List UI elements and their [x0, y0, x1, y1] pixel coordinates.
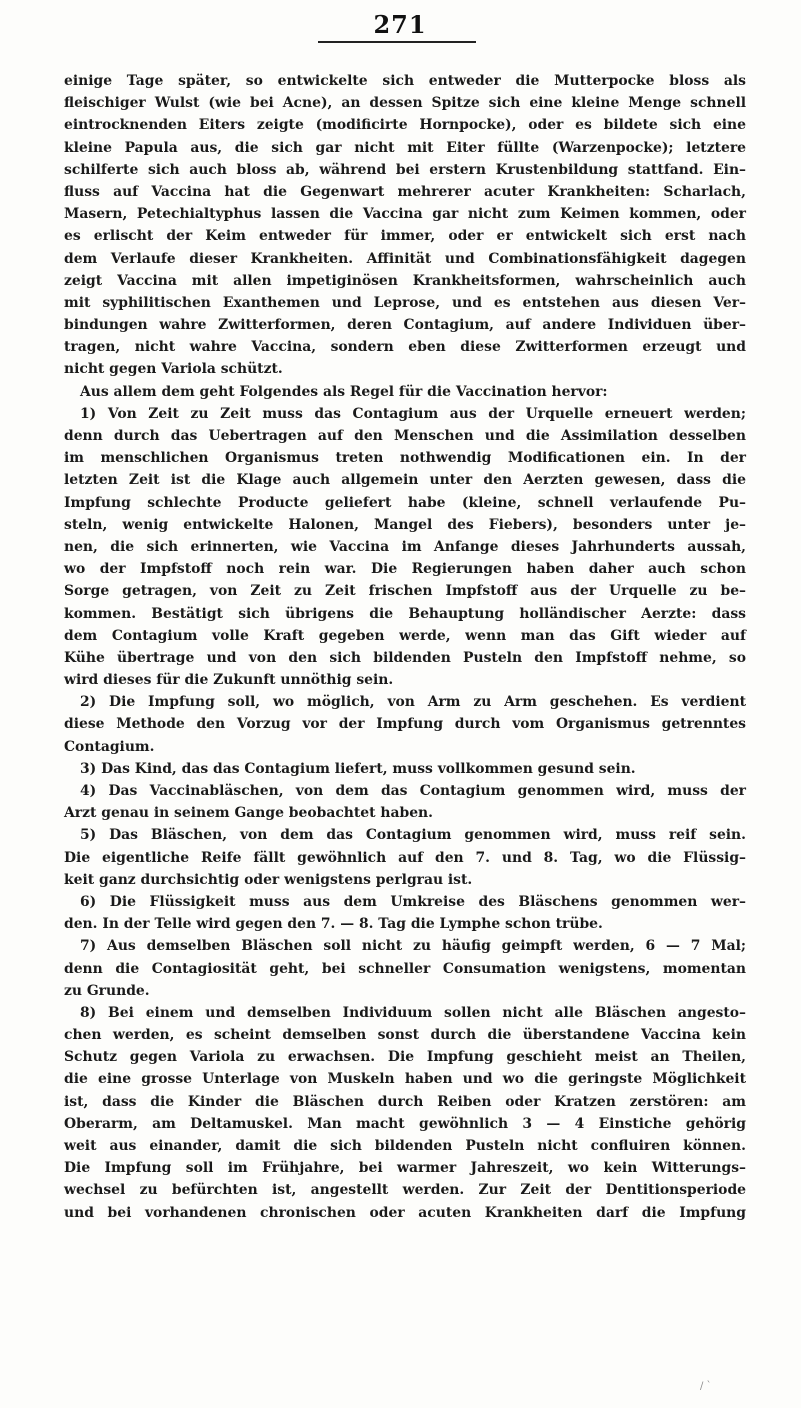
scan-mark: / ˋ: [700, 1381, 712, 1392]
text-line: den. In der Telle wird gegen den 7. — 8. Tag die Lymphe schon trübe.: [64, 916, 603, 933]
text-line: 8) Bei einem und demselben Individuum sollen nicht alle Bläschen angesto–: [80, 1004, 746, 1021]
text-line: 6) Die Flüssigkeit muss aus dem Umkreise des Bläschens genommen wer–: [80, 893, 746, 910]
text-line: 2) Die Impfung soll, wo möglich, von Arm zu Arm geschehen. Es verdient: [80, 694, 746, 711]
text-line: chen werden, es scheint demselben sonst durch die überstandene Vaccina kein: [64, 1027, 746, 1044]
text-line: 5) Das Bläschen, von dem das Contagium genommen wird, muss reif sein.: [80, 827, 746, 844]
text-line: und bei vorhandenen chronischen oder acuten Krankheiten darf die Impfung: [64, 1204, 746, 1221]
text-line: 1) Von Zeit zu Zeit muss das Contagium aus der Urquelle erneuert werden;: [80, 405, 746, 422]
text-line: dem Verlaufe dieser Krankheiten. Affinität und Combinationsfähigkeit dagegen: [64, 250, 746, 267]
text-line: denn durch das Uebertragen auf den Menschen und die Assimilation desselben: [64, 428, 746, 444]
text-line: 3) Das Kind, das das Contagium liefert, muss vollkommen gesund sein.: [80, 760, 636, 777]
text-line: 7) Aus demselben Bläschen soll nicht zu häufig geimpft werden, 6 — 7 Mal;: [80, 938, 746, 955]
page-number: 271: [373, 10, 427, 39]
header-rule: [318, 41, 476, 43]
text-line: Die eigentliche Reife fällt gewöhnlich auf den 7. und 8. Tag, wo die Flüssig–: [64, 849, 746, 866]
text-line: wird dieses für die Zukunft unnöthig sein.: [64, 672, 394, 689]
text-line: denn die Contagiosität geht, bei schneller Consumation wenigstens, momentan: [64, 960, 746, 977]
text-line: Arzt genau in seinem Gange beobachtet haben.: [64, 805, 433, 822]
text-line: Die Impfung soll im Frühjahre, bei warmer Jahreszeit, wo kein Witterungs–: [64, 1160, 746, 1177]
text-line: Oberarm, am Deltamuskel. Man macht gewöhnlich 3 — 4 Einstiche gehörig: [64, 1115, 746, 1132]
text-line: ist, dass die Kinder die Bläschen durch Reiben oder Kratzen zerstören: am: [64, 1093, 746, 1110]
text-line: Sorge getragen, von Zeit zu Zeit frischen Impfstoff aus der Urquelle zu be–: [64, 583, 746, 600]
text-line: dem Contagium volle Kraft gegeben werde, wenn man das Gift wieder auf: [64, 627, 746, 644]
text-line: einige Tage später, so entwickelte sich entweder die Mutterpocke bloss als: [64, 73, 746, 89]
text-line: Contagium.: [64, 738, 155, 755]
text-line: fleischiger Wulst (wie bei Acne), an dessen Spitze sich eine kleine Menge schnell: [64, 95, 746, 112]
text-line: es erlischt der Keim entweder für immer, oder er entwickelt sich erst nach: [64, 228, 746, 245]
text-line: fluss auf Vaccina hat die Gegenwart mehrerer acuter Krankheiten: Scharlach,: [64, 183, 746, 200]
text-line: Masern, Petechialtyphus lassen die Vaccina gar nicht zum Keimen kommen, oder: [64, 206, 746, 223]
text-line: wechsel zu befürchten ist, angestellt werden. Zur Zeit der Dentitionsperiode: [64, 1182, 746, 1199]
text-line: eintrocknenden Eiters zeigte (modificirte Hornpocke), oder es bildete sich eine: [64, 117, 746, 134]
text-line: wo der Impfstoff noch rein war. Die Regierungen haben daher auch schon: [64, 561, 746, 578]
text-line: keit ganz durchsichtig oder wenigstens perlgrau ist.: [64, 871, 473, 888]
text-line: nen, die sich erinnerten, wie Vaccina im Anfange dieses Jahrhunderts aussah,: [64, 538, 746, 555]
text-line: zu Grunde.: [64, 982, 150, 999]
text-line: 4) Das Vaccinabläschen, von dem das Contagium genommen wird, muss der: [80, 783, 746, 799]
text-line: weit aus einander, damit die sich bildenden Pusteln nicht confluiren können.: [64, 1138, 746, 1154]
text-line: Aus allem dem geht Folgendes als Regel für die Vaccination hervor:: [80, 383, 608, 400]
text-line: Impfung schlechte Producte geliefert habe (kleine, schnell verlaufende Pu–: [64, 494, 746, 511]
text-line: mit syphilitischen Exanthemen und Leprose, und es entstehen aus diesen Ver–: [64, 294, 746, 311]
text-line: kommen. Bestätigt sich übrigens die Behauptung holländischer Aerzte: dass: [64, 605, 746, 622]
text-line: letzten Zeit ist die Klage auch allgemein unter den Aerzten gewesen, dass die: [64, 472, 746, 489]
text-line: bindungen wahre Zwitterformen, deren Contagium, auf andere Individuen über–: [64, 317, 746, 334]
text-line: die eine grosse Unterlage von Muskeln haben und wo die geringste Möglichkeit: [64, 1071, 746, 1088]
text-line: Schutz gegen Variola zu erwachsen. Die Impfung geschieht meist an Theilen,: [64, 1049, 746, 1066]
text-line: diese Methode den Vorzug vor der Impfung durch vom Organismus getrenntes: [64, 716, 746, 733]
text-line: schilferte sich auch bloss ab, während bei erstern Krustenbildung stattfand. Ein–: [64, 161, 746, 178]
body-text: [64, 70, 746, 1224]
text-line: im menschlichen Organismus treten nothwendig Modificationen ein. In der: [64, 450, 746, 467]
text-line: Kühe übertrage und von den sich bildenden Pusteln den Impfstoff nehme, so: [64, 649, 746, 666]
text-line: tragen, nicht wahre Vaccina, sondern eben diese Zwitterformen erzeugt und: [64, 339, 746, 356]
text-line: kleine Papula aus, die sich gar nicht mit Eiter füllte (Warzenpocke); letztere: [64, 139, 746, 156]
text-line: nicht gegen Variola schützt.: [64, 361, 283, 378]
text-line: zeigt Vaccina mit allen impetiginösen Krankheitsformen, wahrscheinlich auch: [64, 272, 746, 289]
text-line: steln, wenig entwickelte Halonen, Mangel des Fiebers), besonders unter je–: [64, 516, 746, 533]
